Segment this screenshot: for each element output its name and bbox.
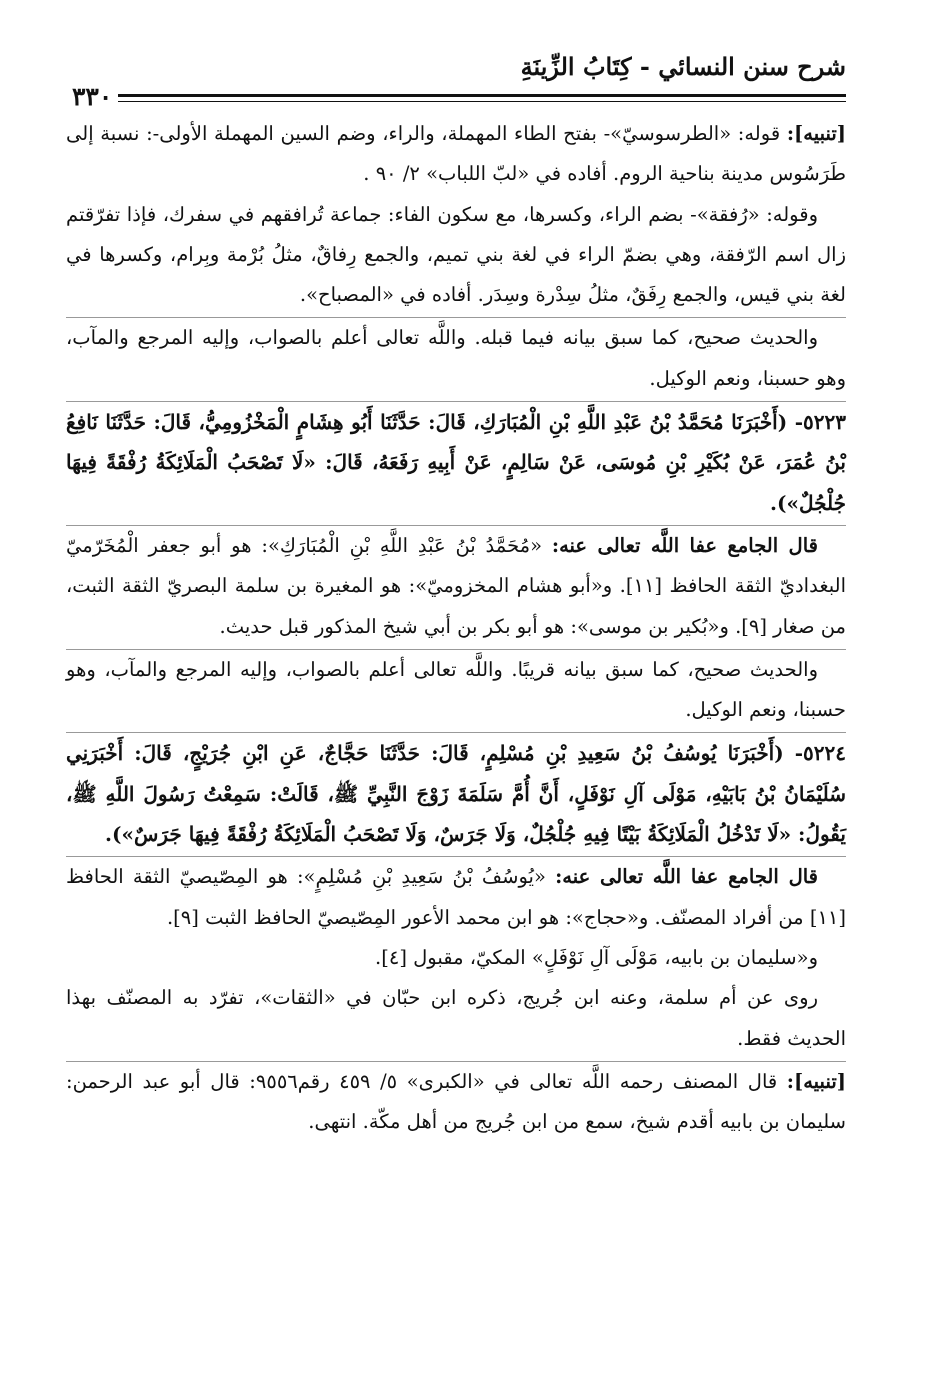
running-title: شرح سنن النسائي - كِتَابُ الزِّينَةِ xyxy=(520,52,846,81)
paragraph-conclusion-2 xyxy=(66,650,846,731)
paragraph-sulayman xyxy=(66,938,846,978)
page xyxy=(66,52,846,1142)
paragraph-note-kubra xyxy=(66,1062,846,1143)
paragraph-commentary-5224 xyxy=(66,857,846,938)
paragraph-text: والحديث صحيح، كما سبق بيانه فيما قبله. واللَّه تعالى أعلم بالصواب، وإليه المرجع والمآب، وهو حسبنا، ونعم الوكيل. xyxy=(66,326,846,390)
paragraph-text: قال المصنف رحمه اللَّه تعالى في «الكبرى» ٥/ ٤٥٩ رقم٩٥٥٦: قال أبو عبد الرحمن: سليمان بن بابيه أقدم شيخ، سمع من ابن جُريج من أهل مكّة. انتهى. xyxy=(66,1069,846,1134)
page-number: ٣٣٠ xyxy=(66,82,118,111)
paragraph-text: و«سليمان بن بابيه، مَوْلَى آلِ نَوْفَلٍ» المكيّ، مقبول [٤]. xyxy=(375,945,818,969)
paragraph-narration xyxy=(66,978,846,1059)
paragraph-text: روى عن أم سلمة، وعنه ابن جُريج، ذكره ابن حبّان في «الثقات»، تفرّد به المصنّف بهذا الحديث فقط. xyxy=(66,986,846,1050)
note-label: [تنبيه]: xyxy=(786,122,846,145)
paragraph-note-tarsusi xyxy=(66,114,846,195)
paragraph-conclusion-1 xyxy=(66,318,846,399)
paragraph-text: قوله: «الطرسوسيّ»- بفتح الطاء المهملة، والراء، وضم السين المهملة الأولى-: نسبة إلى طَرَسُوس مدينة بناحية الروم. أفاده في «لبّ اللباب» ٢/ ٩٠ . xyxy=(66,122,846,186)
paragraph-commentary-5223 xyxy=(66,526,846,647)
commentary-lead: قال الجامع عفا اللَّه تعالى عنه: xyxy=(551,533,818,557)
paragraph-text: والحديث صحيح، كما سبق بيانه قريبًا. واللَّه تعالى أعلم بالصواب، وإليه المرجع والمآب، وهو حسبنا، ونعم الوكيل. xyxy=(66,657,846,722)
commentary-lead: قال الجامع عفا اللَّه تعالى عنه: xyxy=(555,865,818,889)
note-label: [تنبيه]: xyxy=(786,1069,846,1093)
paragraph-rufqa xyxy=(66,195,846,316)
paragraph-text: «يُوسُفُ بْنُ سَعِيدِ بْنِ مُسْلِمٍ»: هو المِصّيصيّ الثقة الحافظ [١١] من أفراد المصنّف. و«حجاج»: هو ابن محمد الأعور المِصّيصيّ الحافظ الثبت [٩]. xyxy=(66,865,846,929)
header-rule-thick xyxy=(66,94,846,97)
hadith-text: ٥٢٢٤- (أَخْبَرَنَا يُوسُفُ بْنُ سَعِيدِ بْنِ مُسْلِمٍ، قَالَ: حَدَّثَنَا حَجَّاجٌ، عَنِ ابْنِ جُرَيْجٍ، قَالَ: أَخْبَرَنِي سُلَيْمَانُ بْنُ بَابَيْهِ، مَوْلَى آلِ نَوْفَلٍ، أَنَّ أُمَّ سَلَمَةَ زَوْجَ النَّبِيِّ ﷺ، قَالَتْ: سَمِعْتُ رَسُولَ اللَّهِ ﷺ، يَقُولُ: «لَا تَدْخُلُ الْمَلَائِكَةُ بَيْتًا فِيهِ جُلْجُلٌ، وَلَا جَرَسٌ، وَلَا تَصْحَبُ الْمَلَائِكَةُ رُفْقَةً فِيهَا جَرَسٌ»). xyxy=(66,741,846,847)
header-rule-thin xyxy=(66,101,846,102)
paragraph-text: وقوله: «رُفقة»- بضم الراء، وكسرها، مع سكون الفاء: جماعة تُرافقهم في سفرك، فإذا تفرّقتم زال اسم الرّفقة، وهي بضمّ الراء في لغة بني تميم، والجمع رِفاقٌ، مثلُ بُرْمة وبِرام، وكسرها في لغة بني قيس، والجمع رِفَقٌ، مثلُ سِدْرة وسِدَر. أفاده في «المصباح». xyxy=(66,202,846,307)
page-body xyxy=(66,114,846,1142)
hadith-5223 xyxy=(66,402,846,523)
paragraph-text: «مُحَمَّدُ بْنُ عَبْدِ اللَّهِ بْنِ الْمُبَارَكِ»: هو أبو جعفر الْمُخَرّميّ البغداديّ الثقة الحافظ [١١]. و«أبو هشام المخزوميّ»: هو المغيرة بن سلمة البصريّ الثقة الثبت، من صغار [٩]. و«بُكير بن موسى»: هو أبو بكر بن أبي شيخ المذكور قبل حديث. xyxy=(66,533,846,638)
hadith-text: ٥٢٢٣- (أَخْبَرَنَا مُحَمَّدُ بْنُ عَبْدِ اللَّهِ بْنِ الْمُبَارَكِ، قَالَ: حَدَّثَنَا أَبُو هِشَامٍ الْمَخْزُومِيُّ، قَالَ: حَدَّثَنَا نَافِعُ بْنُ عُمَرَ، عَنْ بُكَيْرِ بْنِ مُوسَى، عَنْ سَالِمٍ، عَنْ أَبِيهِ رَفَعَهُ، قَالَ: «لَا تَصْحَبُ الْمَلَائِكَةُ رُفْقَةً فِيهَا جُلْجُلٌ»). xyxy=(66,410,846,515)
page-header xyxy=(66,52,846,111)
hadith-5224 xyxy=(66,733,846,854)
